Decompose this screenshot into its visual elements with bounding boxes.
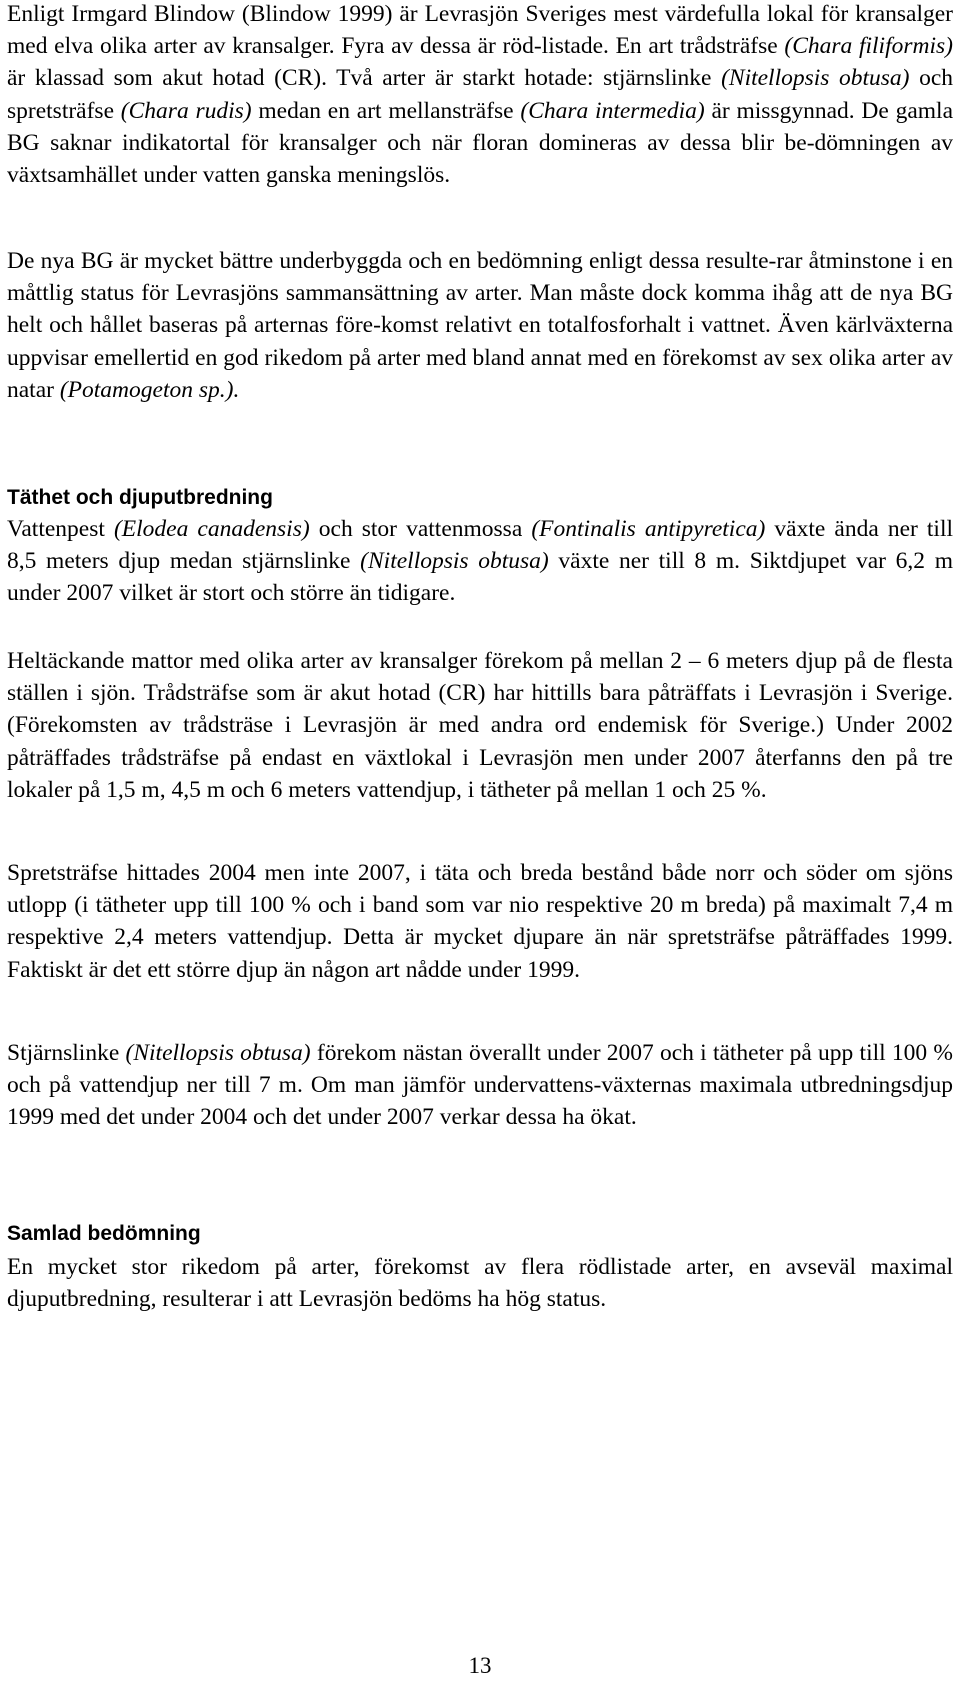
text-run: är klassad som akut hotad (CR). Två arter är starkt hotade: stjärnslinke [7,65,722,92]
paragraph-overall [7,1251,953,1315]
text-run: växte ända ner till 8,5 meters djup medan stjärnslinke [7,516,954,575]
paragraph-spretstrafse [7,857,953,986]
page-number: 13 [468,1653,492,1678]
text-run: är missgynnad. De gamla BG saknar indikatortal för kransalger och när floran domineras av dessa blir be-dömningen av växtsamhället under vatten ganska meningslös. [7,97,954,189]
paragraph-mats [7,645,953,806]
text-run: Heltäckande mattor med olika arter av kransalger förekom på mellan 2 – 6 meters djup på de flesta ställen i sjön. Trådsträfse som är akut hotad (CR) har hittills bara påträffats i Levrasjön i Sverige. (Förekomsten av trådsträse i Levrasjön är med andra ord endemisk för Sverige.) Under 2002 påträffades trådsträfse på endast en växtlokal i Levrasjön men under 2007 återfanns den på tre lokaler på 1,5 m, 4,5 m och 6 meters vattendjup, i tätheter på mellan 1 och 25 %. [7,648,953,803]
text-run: medan en art mellansträfse [251,97,521,124]
italic-text-run: (Chara filiformis) [784,33,953,60]
text-run: Spretsträfse hittades 2004 men inte 2007, i täta och breda bestånd både norr och söder om sjöns utlopp (i tätheter upp till 100 % och i band som var nio respektive 20 m breda) på maximalt 7,4 m respektive 2,4 meters vattendjup. Detta är mycket djupare än när spretsträfse påträffades 1999. Faktiskt är det ett större djup än någon art nådde under 1999. [7,860,953,983]
paragraph-intro [7,0,953,191]
text-run: Vattenpest [7,516,114,542]
italic-text-run: (Chara rudis) [120,97,252,124]
text-run: En mycket stor rikedom på arter, förekomst av flera rödlistade arter, en avseväl maximal djuputbredning, resulterar i att Levrasjön bedöms ha hög status. [7,1254,953,1313]
italic-text-run: (Elodea canadensis) [113,516,310,542]
italic-text-run: (Potamogeton sp.). [59,376,240,403]
italic-text-run: (Chara intermedia) [520,97,705,124]
text-run: förekom nästan överallt under 2007 och i tätheter på upp till 100 % och på vattendjup ner till 7 m. Om man jämför undervattens-växternas maximala utbredningsdjup 1999 med det under 2004 och det under 2007 verkar dessa ha ökat. [7,1040,953,1131]
italic-text-run: (Nitellopsis obtusa) [721,65,910,92]
text-run: växte ner till 8 m. Siktdjupet var 6,2 m under 2007 vilket är stort och större än tidigare. [7,548,953,607]
text-run: Enligt Irmgard Blindow (Blindow 1999) är Levrasjön Sveriges mest värdefulla lokal för kransalger med elva olika arter av kransalger. Fyra av dessa är röd-listade. En art trådsträfse [7,1,953,60]
italic-text-run: (Nitellopsis obtusa) [125,1040,311,1066]
italic-text-run: (Fontinalis antipyretica) [531,516,766,542]
heading-density: Täthet och djuputbredning [7,486,273,509]
paragraph-depth [7,513,953,610]
text-run: Stjärnslinke [7,1040,126,1066]
paragraph-stjarnslinke [7,1037,953,1134]
heading-overall: Samlad bedömning [7,1222,201,1245]
text-run: och stor vattenmossa [309,516,532,542]
italic-text-run: (Nitellopsis obtusa) [360,548,549,575]
paragraph-new-bg [7,245,953,406]
text-run: De nya BG är mycket bättre underbyggda och en bedömning enligt dessa resulte-rar åtminstone i en måttlig status för Levrasjöns sammansättning av arter. Man måste dock komma ihåg att de nya BG helt och hållet baseras på arternas före-komst relativt en totalfosforhalt i vattnet. Även kärlväxterna uppvisar emellertid en god rikedom på arter med bland annat med en förekomst av sex olika arter av natar [7,248,953,403]
text-run: och spretsträfse [7,65,953,124]
